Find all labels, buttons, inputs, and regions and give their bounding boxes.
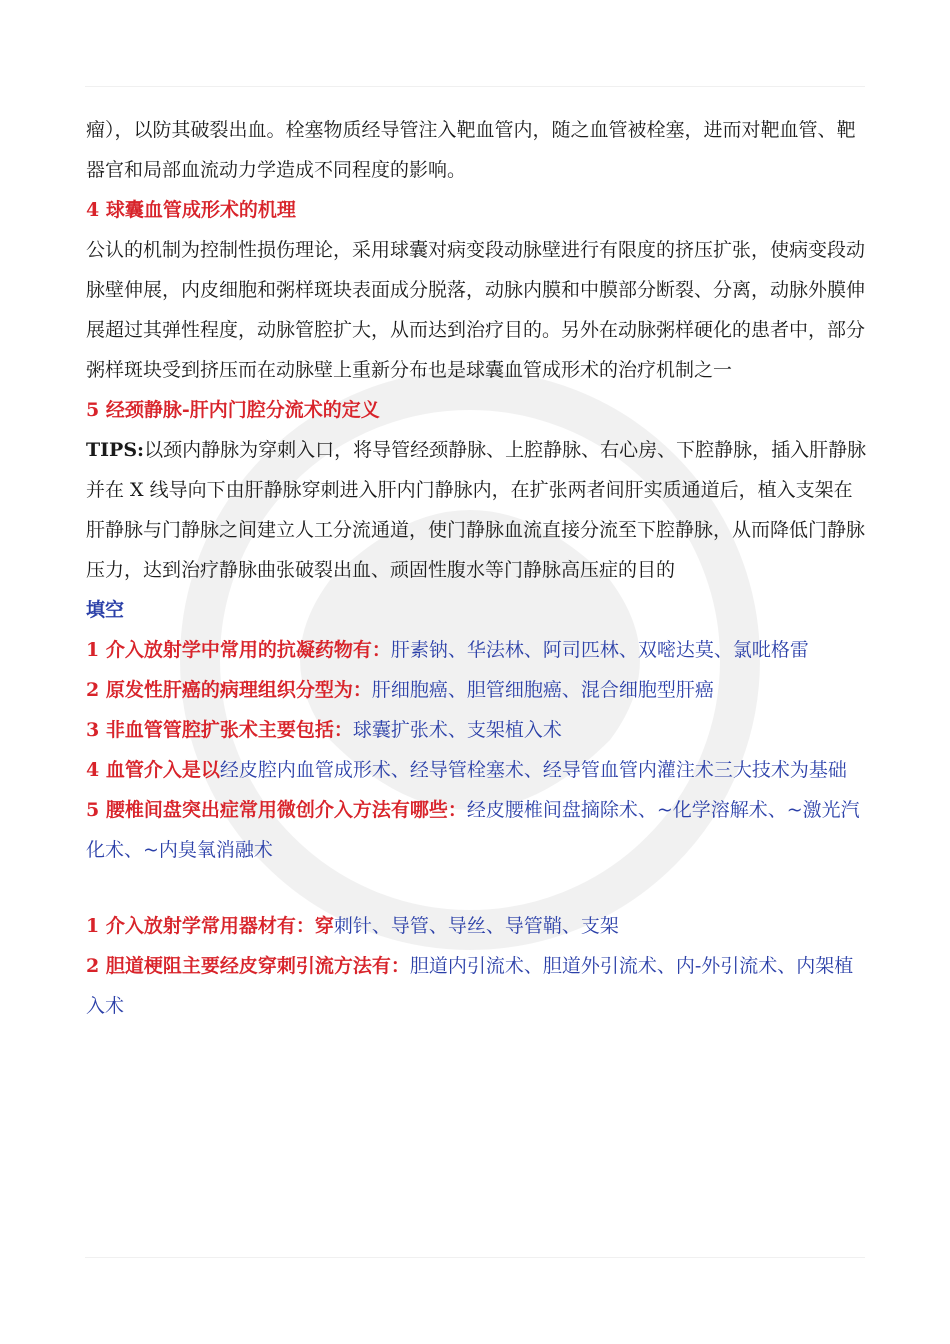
fill-question: 3 非血管管腔扩张术主要包括：	[86, 719, 353, 741]
tips-text: 以颈内静脉为穿刺入口，将导管经颈静脉、上腔静脉、右心房、下腔静脉，插入肝静脉并在 X 线导向下由肝静脉穿刺进入肝内门静脉内，在扩张两者间肝实质通道后，植入支架在肝静脉与门静脉之间建立人工分流通道，使门静脉血流直接分流至下腔静脉，从而降低门静脉压力，达到治疗静脉曲张破裂出血、顽固性腹水等门静脉高压症的目的	[86, 439, 867, 581]
fill-item	[86, 750, 868, 790]
fill-item	[86, 710, 868, 750]
bottom-rule	[85, 1257, 865, 1258]
top-rule	[85, 86, 865, 87]
more-question: 1 介入放射学常用器材有：穿	[86, 915, 334, 937]
heading-balloon-mechanism: 4 球囊血管成形术的机理	[86, 199, 296, 221]
paragraph-tips	[86, 430, 868, 590]
fill-answer: 经皮腰椎间盘摘除术、~化学溶解术、~激光汽化术、~内臭氧消融术	[86, 799, 860, 861]
fill-item	[86, 670, 868, 710]
section-fill-in: 填空	[86, 599, 125, 621]
fill-answer: 经皮腔内血管成形术、经导管栓塞术、经导管血管内灌注术三大技术为基础	[219, 759, 847, 781]
more-question: 2 胆道梗阻主要经皮穿刺引流方法有：	[86, 955, 410, 977]
more-item	[86, 906, 868, 946]
document-body	[86, 110, 868, 1026]
paragraph-aneurysm: 瘤），以防其破裂出血。栓塞物质经导管注入靶血管内，随之血管被栓塞，进而对靶血管、靶器官和局部血流动力学造成不同程度的影响。	[86, 119, 856, 181]
fill-question: 2 原发性肝癌的病理组织分型为：	[86, 679, 372, 701]
more-answer: 胆道内引流术、胆道外引流术、内-外引流术、内架植入术	[86, 955, 854, 1017]
fill-item	[86, 790, 868, 870]
paragraph-balloon-mechanism: 公认的机制为控制性损伤理论，采用球囊对病变段动脉壁进行有限度的挤压扩张，使病变段动脉壁伸展，内皮细胞和粥样斑块表面成分脱落，动脉内膜和中膜部分断裂、分离，动脉外膜伸展超过其弹性程度，动脉管腔扩大，从而达到治疗目的。另外在动脉粥样硬化的患者中，部分粥样斑块受到挤压而在动脉壁上重新分布也是球囊血管成形术的治疗机制之一	[86, 239, 866, 381]
fill-answer: 球囊扩张术、支架植入术	[352, 719, 562, 741]
fill-question: 1 介入放射学中常用的抗凝药物有：	[86, 639, 391, 661]
fill-answer: 肝细胞癌、胆管细胞癌、混合细胞型肝癌	[371, 679, 714, 701]
section-gap	[86, 870, 868, 906]
fill-question: 5 腰椎间盘突出症常用微创介入方法有哪些：	[86, 799, 467, 821]
tips-label: TIPS:	[86, 439, 145, 461]
fill-item	[86, 630, 868, 670]
more-answer: 刺针、导管、导丝、导管鞘、支架	[333, 915, 619, 937]
fill-question: 4 血管介入是以	[86, 759, 220, 781]
fill-answer: 肝素钠、华法林、阿司匹林、双嘧达莫、氯吡格雷	[390, 639, 809, 661]
heading-tips-definition: 5 经颈静脉-肝内门腔分流术的定义	[86, 399, 380, 421]
more-item	[86, 946, 868, 1026]
